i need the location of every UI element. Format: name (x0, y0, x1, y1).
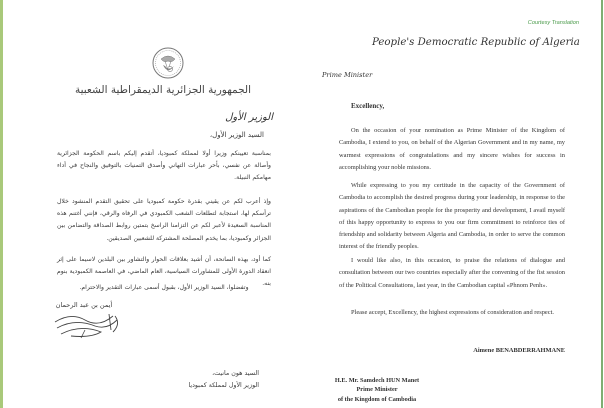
english-paragraph (339, 125, 565, 174)
english-letter-page (302, 0, 601, 408)
paragraph-text: On the occasion of your nomination as Prime Minister of the Kingdom of Cambodia, I extend to you, on behalf of the Algerian Government and in my name, my warmest expressions of congratulations and my sincere wishes for success in accomplishing your noble missions. (339, 127, 565, 171)
arabic-paragraph: بمناسبة تعيينكم وزيرا أولا لمملكة كمبوديا، أتقدم إليكم باسم الحكومة الجزائرية وأصالة عن نفسي، بأحر عبارات التهاني وأصدق التمنيات بالتوفيق والنجاح في أداء مهامكم النبيلة. (57, 150, 271, 182)
english-recipient (329, 376, 425, 404)
english-office-title: Prime Minister (322, 71, 373, 79)
arabic-recipient (188, 368, 259, 392)
arabic-paragraph: كما أود، بهذه السانحة، أن أشيد بعلاقات الحوار والتشاور بين البلدين لاسيما على إثر انعقاد الدورة الأولى للمشاورات السياسية، العام الماضي، في العاصمة الكمبودية بنوم بنه. (57, 256, 271, 288)
arabic-signer-name: أيمن بن عبد الرحمان (55, 301, 113, 309)
arabic-letter-page (3, 0, 299, 408)
arabic-closing: وتفضلوا، السيد الوزير الأول، بقبول أسمى عبارات التقدير والاحترام. (79, 284, 249, 291)
arabic-letterhead: الجمهورية الجزائرية الديمقراطية الشعبية (74, 84, 252, 96)
paragraph-text: Please accept, Excellency, the highest expressions of consideration and respect. (351, 309, 554, 316)
courtesy-translation-label: Courtesy Translation (527, 20, 579, 26)
english-paragraph (339, 307, 565, 319)
recipient-line: H.E. Mr. Samdech HUN Manet (334, 377, 420, 384)
paragraph-text: While expressing to you my certitude in the capacity of the Government of Cambodia to accomplish the desired progress during your leadership, in response to the aspirations of the Cambodian people for the prosperity and development, I avail myself of this happy opportunity to express to you our firm commitment to reinforce ties of friendship and solidarity between Algeria and Cambodia, in order to serve the common interest of the friendly peoples. (339, 182, 565, 251)
algeria-emblem-icon (152, 47, 184, 79)
english-letterhead: People's Democratic Republic of Algeria (372, 37, 580, 48)
recipient-line: of the Kingdom of Cambodia (337, 395, 417, 403)
arabic-office-title: الوزير الأول (225, 112, 273, 123)
english-paragraph (339, 255, 565, 292)
signature-icon (51, 310, 123, 340)
paragraph-text: I would like also, in this occasion, to praise the relations of dialogue and consultation between our two countries especially after the convening of the fist session of the Political Consultations, last year, in the Cambodian capital «Phnom Penh». (339, 257, 565, 289)
recipient-line: Prime Minister (356, 386, 398, 394)
arabic-salutation: السيد الوزير الأول، (209, 131, 264, 139)
english-signer-name: Aimene BENABDERRAHMANE (473, 347, 565, 354)
english-paragraph (339, 180, 565, 254)
arabic-paragraph: وإذ أعرب لكم عن يقيني بقدرة حكومة كمبوديا على تحقيق التقدم المنشود خلال ترأسكم لها، استجابة لتطلعات الشعب الكمبودي في الرفاه والرقي، فإنني أغتنم هذه المناسبة السعيدة لأعبر لكم عن التزامنا الراسخ بتمتين روابط الصداقة والتضامن بين الجزائر وكمبوديا، بما يخدم المصلحة المشتركة للشعبين الصديقين. (57, 198, 271, 242)
arabic-recipient-line: الوزير الأول لمملكة كمبوديا (188, 382, 259, 389)
english-salutation: Excellency, (351, 102, 385, 110)
arabic-recipient-line: السيد هون مانيت، (212, 370, 259, 377)
right-edge-border (601, 0, 603, 408)
